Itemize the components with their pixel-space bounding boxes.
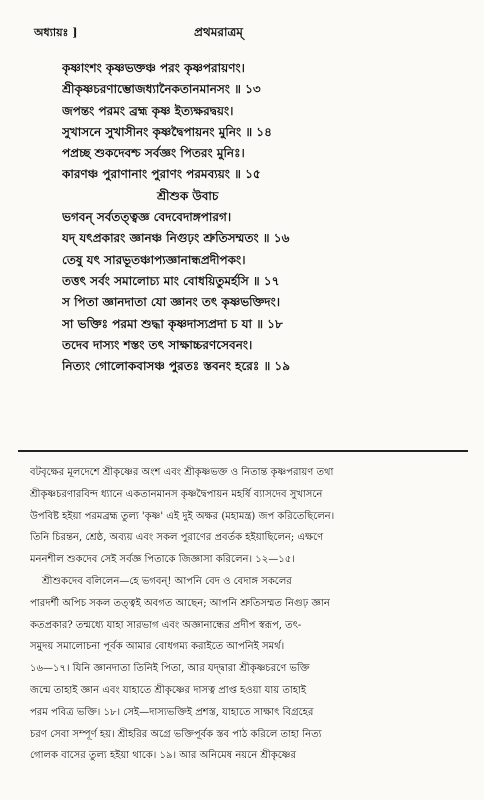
verse-line: তত্তৎ সর্বং সমালোচ্য মাং বোধয়িতুমর্হসি ॥ ১৭ (62, 273, 280, 288)
verse-line: সুখাসনে সুখাসীনং কৃষ্ণদ্বৈপায়নং মুনিং ॥ ১৪ (62, 124, 272, 139)
commentary-line: পরম পবিত্র ভক্তি। ১৮। সেই—দাস্যভক্তিই প্রশস্ত, যাহাতে সাক্ষাৎ বিগ্রহের (30, 706, 314, 718)
commentary-block (30, 462, 475, 767)
commentary-line: উপবিষ্ট হইয়া পরমব্রহ্ম তুল্য 'কৃষ্ণ' এই দুই অক্ষর (মহামন্ত্র) জপ করিতেছিলেন। (30, 510, 335, 522)
verse-line: পপ্রচ্ছ শুকদেবশ্চ সর্বজ্ঞং পিতরং মুনিঃ। (62, 146, 245, 161)
verse-line: জপন্তং পরমং ব্রহ্ম কৃষ্ণ ইত্যক্ষরদ্বয়ং। (62, 103, 234, 118)
verse-line: যদ্‌ যৎপ্রকারং জ্ঞানঞ্চ নিগুঢ়ং শ্রুতিসম্মতং ॥ ১৬ (62, 231, 290, 246)
commentary-line: জন্মে তাহাই জ্ঞান এবং যাহাতে শ্রীকৃষ্ণের দাসত্ব প্রাপ্ত হওয়া যায় তাহাই (30, 684, 307, 696)
verse-line: শ্রীকৃষ্ণচরণাম্ভোজধ্যানৈকতানমানসং ॥ ১৩ (62, 82, 261, 97)
verse-block (62, 58, 482, 377)
commentary-line: চরণ সেবা সম্পূর্ণ হয়। শ্রীহরির অগ্রে ভক্তিপূর্বক স্তব পাঠ করিলে তাহা নিত্য (30, 728, 322, 740)
verse-line: ভগবন্‌ সর্বতত্ত্বজ্ঞ বেদবেদাঙ্গপারগ। (62, 210, 232, 225)
commentary-line: তিনি চিরন্তন, শ্রেষ্ঠ, অব্যয় এবং সকল পুরাণের প্রবর্তক হইয়াছিলেন; এক্ষণে (30, 532, 324, 544)
commentary-line: মননশীল শুকদেব সেই সর্বজ্ঞ পিতাকে জিজ্ঞাসা করিলেন। ১২—১৫। (30, 554, 295, 566)
commentary-line: পারদর্শী অপিচ সকল তত্ত্বই অবগত আছেন; আপনি শ্রুতিসম্মত নিগুঢ় জ্ঞান (30, 597, 330, 609)
commentary-line: সমুদয় সমালোচনা পূর্বক আমার বোধগম্য করাইতে আপনিই সমর্থ। (30, 641, 285, 653)
page-title: প্রথমরাত্রম্‌ (194, 25, 243, 39)
commentary-line: বটবৃক্ষের মূলদেশে শ্রীকৃষ্ণের অংশ এবং শ্রীকৃষ্ণভক্ত ও নিতান্ত কৃষ্ণপরায়ণ তথা (30, 467, 334, 478)
commentary-line: গোলক বাসের তুল্য হইয়া থাকে। ১৯। আর অনিমেষ নয়নে শ্রীকৃষ্ণের (30, 750, 296, 762)
page-header (34, 24, 464, 42)
verse-line: তদেব দাস্যং শস্তং তৎ সাক্ষাচ্চরণসেবনং। (62, 337, 253, 352)
verse-line: সা ভক্তিঃ পরমা শুদ্ধা কৃষ্ণদাস্যপ্রদা চ যা ॥ ১৮ (62, 316, 283, 331)
verse-line: তেষু যৎ সারভূতঞ্চাপ্যজ্ঞানান্ধপ্রদীপকং। (62, 252, 246, 267)
speaker-heading: শ্রীশুক উবাচ (157, 188, 219, 203)
commentary-line: শ্রীশুকদেব বলিলেন—হে ভগবন্‌! আপনি বেদ ও বেদাঙ্গ সকলের (42, 575, 292, 587)
verse-line: কারণঞ্চ পুরাণানাং পুরাণং পরমব্যয়ং ॥ ১৫ (62, 167, 261, 182)
commentary-line: শ্রীকৃষ্ণচরণারবিন্দ ধ্যানে একতানমানস কৃষ্ণদ্বৈপায়ন মহর্ষি ব্যাসদেব সুখাসনে (30, 488, 323, 500)
verse-line: নিত্যং গোলোকবাসঞ্চ পুরতঃ স্তবনং হরেঃ ॥ ১৯ (62, 359, 291, 374)
verse-line: স পিতা জ্ঞানদাতা যো জ্ঞানং তৎ কৃষ্ণভক্তিদং। (62, 295, 281, 310)
divider-rule (18, 450, 468, 452)
verse-line: কৃষ্ণাংশং কৃষ্ণভক্তঞ্চ পরং কৃষ্ণপরায়ণং। (62, 61, 245, 75)
commentary-line: ১৬—১৭। যিনি জ্ঞানদাতা তিনিই পিতা, আর যদ্দ্বারা শ্রীকৃষ্ণচরণে ভক্তি (30, 663, 310, 675)
commentary-line: কতপ্রকার? তন্মধ্যে যাহা সারভাগ এবং অজ্ঞানান্ধের প্রদীপ স্বরূপ, তৎ- (30, 619, 302, 631)
chapter-label: অধ্যায়ঃ ] (34, 26, 78, 39)
